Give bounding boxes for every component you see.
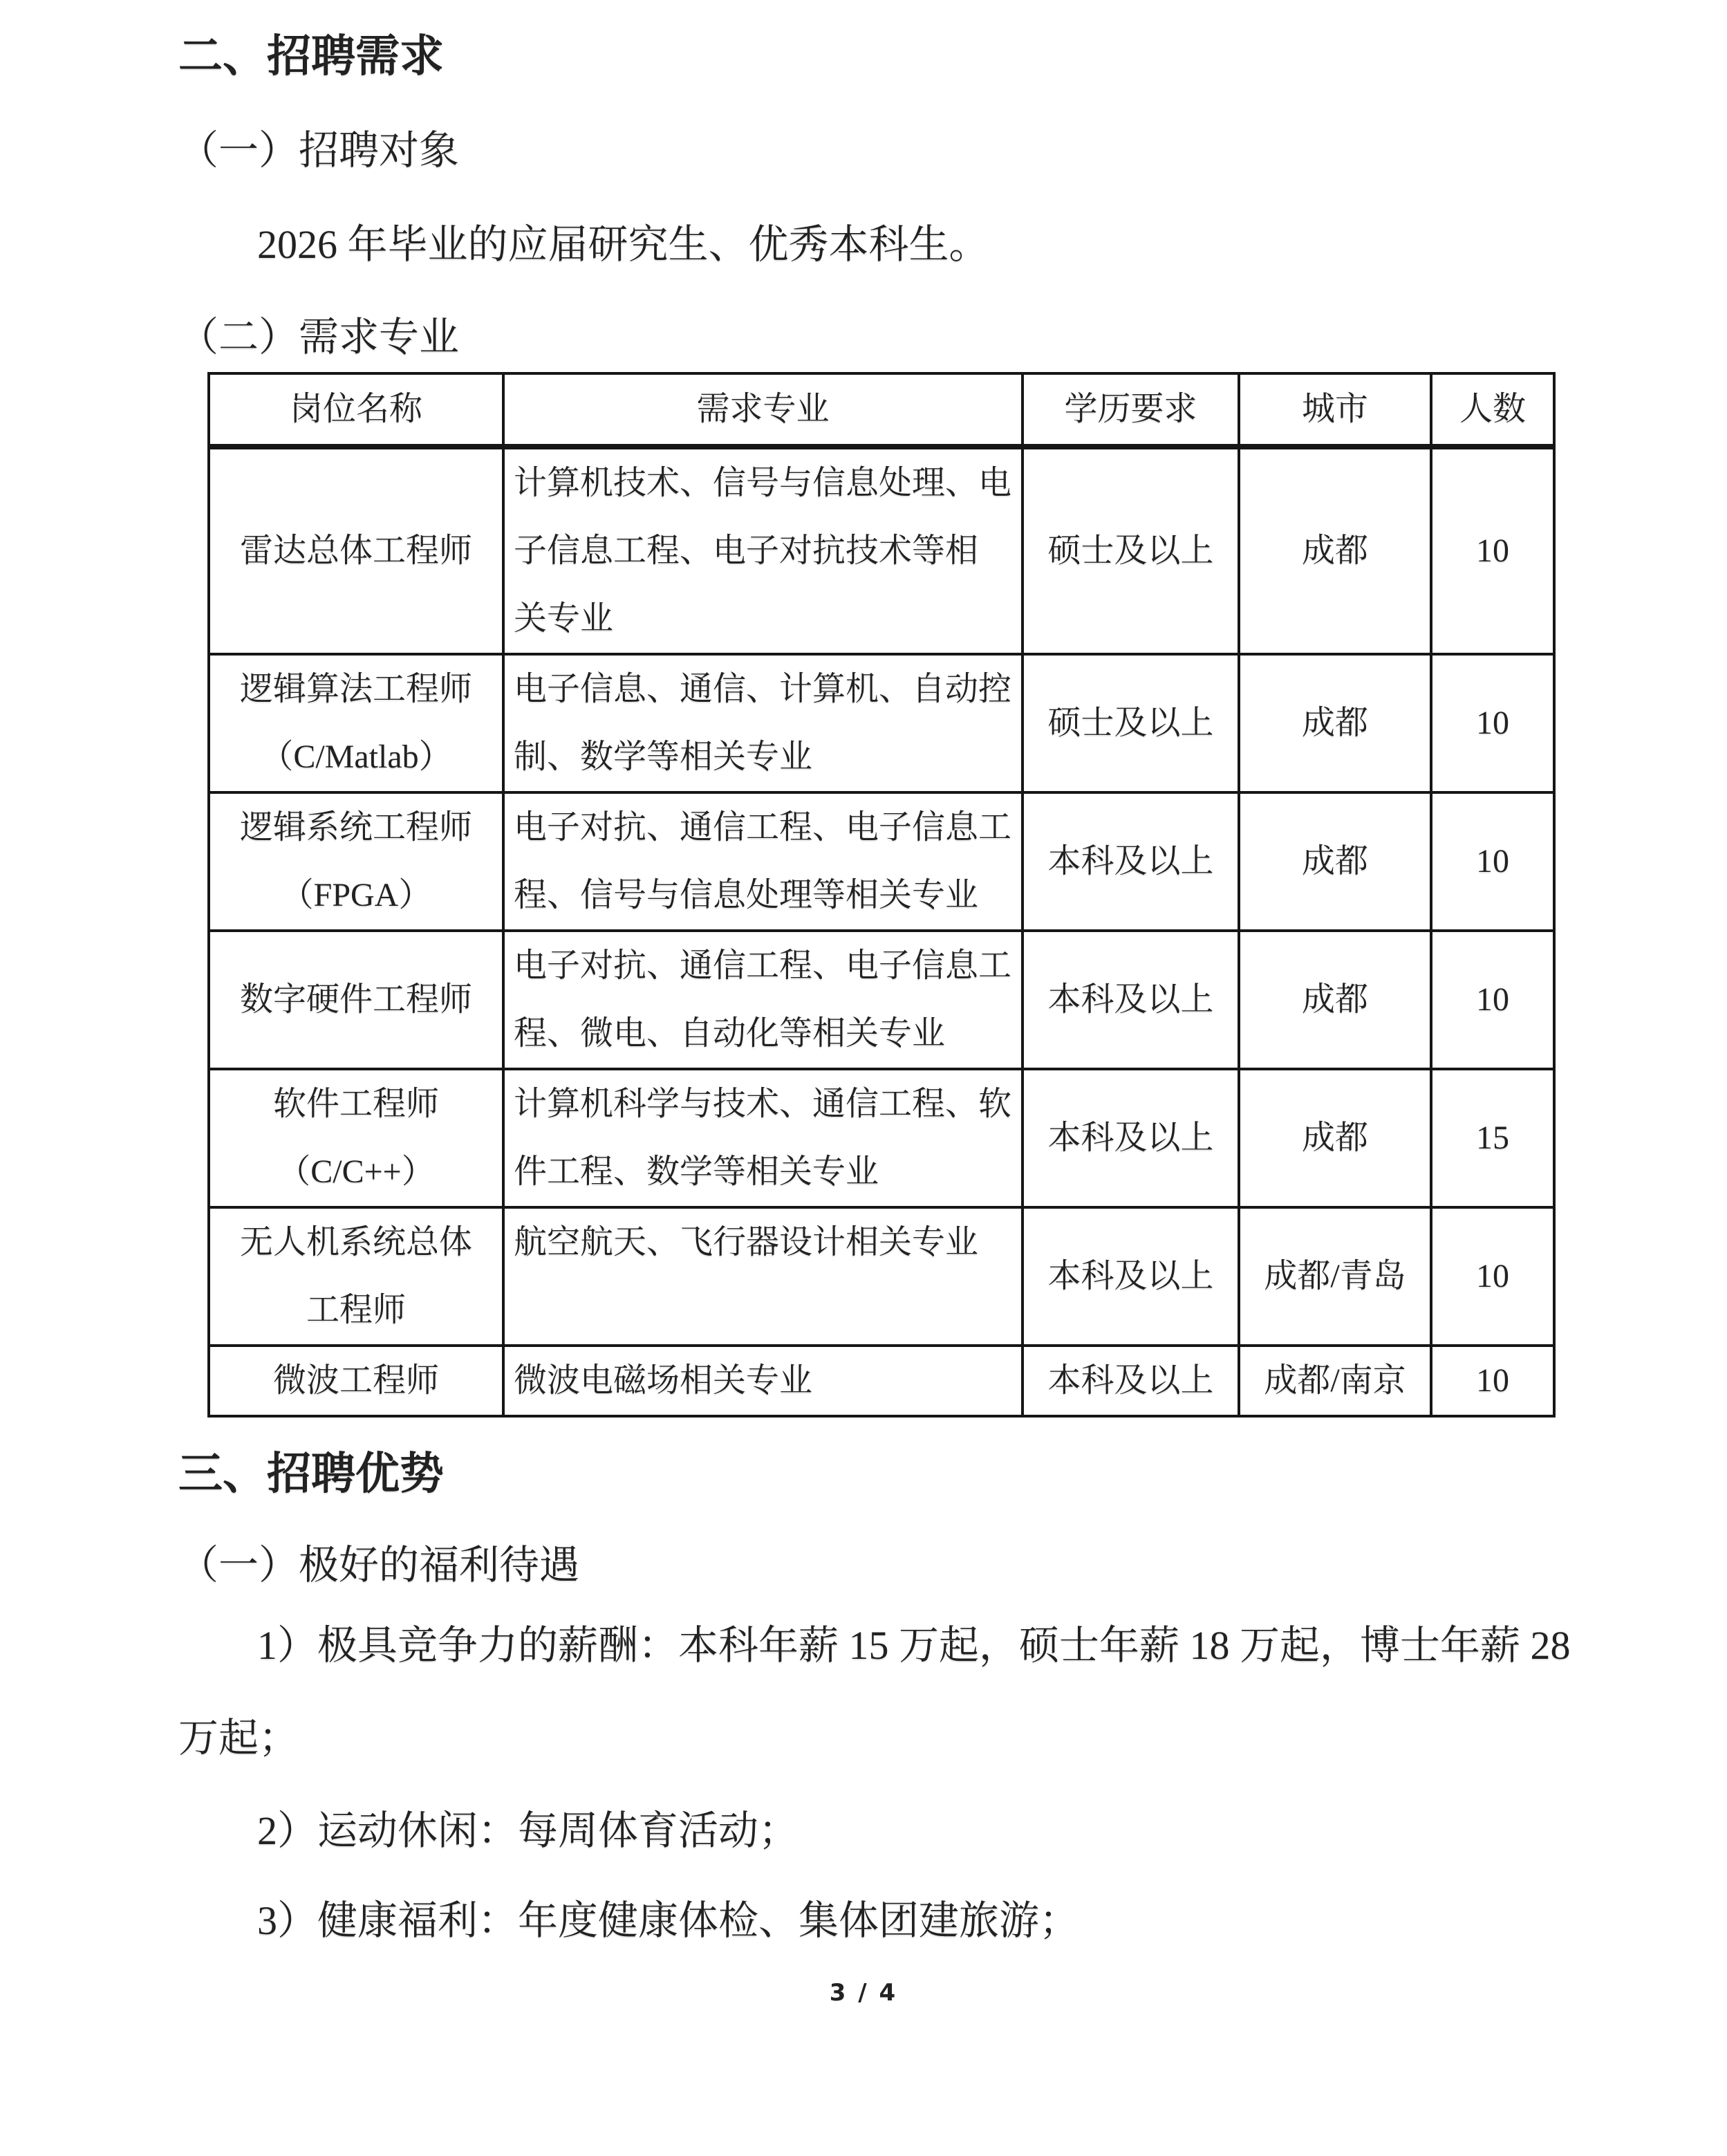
subsection-heading-recruit-target: （一）招聘对象 <box>178 128 460 173</box>
position-line: （FPGA） <box>280 877 432 913</box>
position-line: 雷达总体工程师 <box>239 532 472 569</box>
welfare-health-item: 3）健康福利：年度健康体检、集体团建旅游； <box>257 1898 1080 1943</box>
city-cell: 成都 <box>1239 931 1431 1069</box>
city-cell: 成都/青岛 <box>1239 1207 1431 1346</box>
position-line: 无人机系统总体 <box>239 1224 472 1261</box>
degree-cell: 硕士及以上 <box>1023 447 1239 654</box>
headcount-cell: 10 <box>1431 1207 1554 1346</box>
majors-cell <box>503 1346 1023 1416</box>
majors-line: 电子信息、通信、计算机、自动控 <box>514 671 1012 707</box>
majors-line: 程、微电、自动化等相关专业 <box>514 1015 946 1052</box>
degree-cell: 本科及以上 <box>1023 931 1239 1069</box>
section-heading-recruit-advantages: 三、招聘优势 <box>178 1449 444 1498</box>
degree-cell: 硕士及以上 <box>1023 654 1239 792</box>
welfare-salary-line1: 1）极具竞争力的薪酬：本科年薪 15 万起，硕士年薪 18 万起，博士年薪 28 <box>257 1623 1571 1668</box>
position-line: 数字硬件工程师 <box>239 981 472 1018</box>
subsection-heading-required-majors: （二）需求专业 <box>178 315 460 360</box>
degree-cell: 本科及以上 <box>1023 1207 1239 1346</box>
majors-line: 程、信号与信息处理等相关专业 <box>514 877 979 913</box>
majors-line: 微波电磁场相关专业 <box>514 1362 813 1399</box>
majors-cell <box>503 447 1023 654</box>
city-cell: 成都 <box>1239 1069 1431 1207</box>
degree-cell: 本科及以上 <box>1023 1346 1239 1416</box>
majors-line: 关专业 <box>514 600 614 637</box>
section-heading-recruit-demand: 二、招聘需求 <box>178 32 444 81</box>
position-line: 微波工程师 <box>272 1362 439 1399</box>
table-row <box>209 1346 1554 1416</box>
col-header-position: 岗位名称 <box>209 373 503 447</box>
majors-cell <box>503 1207 1023 1346</box>
position-cell <box>209 447 503 654</box>
position-line: 逻辑系统工程师 <box>239 809 472 846</box>
col-header-headcount: 人数 <box>1431 373 1554 447</box>
subsection-heading-welfare: （一）极好的福利待遇 <box>178 1543 580 1588</box>
majors-cell <box>503 1069 1023 1207</box>
headcount-cell: 10 <box>1431 654 1554 792</box>
headcount-cell: 10 <box>1431 931 1554 1069</box>
majors-cell <box>503 792 1023 931</box>
position-line: 软件工程师 <box>272 1086 439 1122</box>
city-cell: 成都 <box>1239 654 1431 792</box>
col-header-degree: 学历要求 <box>1023 373 1239 447</box>
col-header-majors: 需求专业 <box>503 373 1023 447</box>
recruit-target-text: 2026 年毕业的应届研究生、优秀本科生。 <box>257 222 989 267</box>
city-cell: 成都/南京 <box>1239 1346 1431 1416</box>
position-cell <box>209 1069 503 1207</box>
position-cell <box>209 1346 503 1416</box>
city-cell: 成都 <box>1239 447 1431 654</box>
table-header-row <box>209 373 1554 447</box>
majors-line: 电子对抗、通信工程、电子信息工 <box>514 947 1012 984</box>
table-row <box>209 447 1554 654</box>
headcount-cell: 15 <box>1431 1069 1554 1207</box>
majors-line: 计算机科学与技术、通信工程、软 <box>514 1086 1012 1122</box>
headcount-cell: 10 <box>1431 447 1554 654</box>
position-cell <box>209 931 503 1069</box>
majors-line: 计算机技术、信号与信息处理、电 <box>514 465 1012 501</box>
recruitment-table <box>207 372 1556 1418</box>
table-row <box>209 931 1554 1069</box>
majors-line: 件工程、数学等相关专业 <box>514 1153 879 1190</box>
welfare-sports-item: 2）运动休闲：每周体育活动； <box>257 1808 799 1853</box>
position-line: （C/Matlab） <box>260 738 452 775</box>
position-line: 工程师 <box>306 1292 406 1328</box>
position-line: （C/C++） <box>277 1153 435 1190</box>
headcount-cell: 10 <box>1431 1346 1554 1416</box>
position-line: 逻辑算法工程师 <box>239 671 472 707</box>
table-row <box>209 792 1554 931</box>
table-row <box>209 1069 1554 1207</box>
majors-line: 制、数学等相关专业 <box>514 738 813 775</box>
majors-line: 航空航天、飞行器设计相关专业 <box>514 1224 979 1261</box>
majors-cell <box>503 654 1023 792</box>
table-row <box>209 1207 1554 1346</box>
majors-line: 电子对抗、通信工程、电子信息工 <box>514 809 1012 846</box>
position-cell <box>209 654 503 792</box>
degree-cell: 本科及以上 <box>1023 1069 1239 1207</box>
majors-cell <box>503 931 1023 1069</box>
majors-line: 子信息工程、电子对抗技术等相 <box>514 532 979 569</box>
page-number: 3 / 4 <box>829 1979 898 2007</box>
headcount-cell: 10 <box>1431 792 1554 931</box>
city-cell: 成都 <box>1239 792 1431 931</box>
welfare-salary-line2: 万起； <box>178 1716 299 1760</box>
col-header-city: 城市 <box>1239 373 1431 447</box>
position-cell <box>209 1207 503 1346</box>
position-cell <box>209 792 503 931</box>
table-row <box>209 654 1554 792</box>
degree-cell: 本科及以上 <box>1023 792 1239 931</box>
